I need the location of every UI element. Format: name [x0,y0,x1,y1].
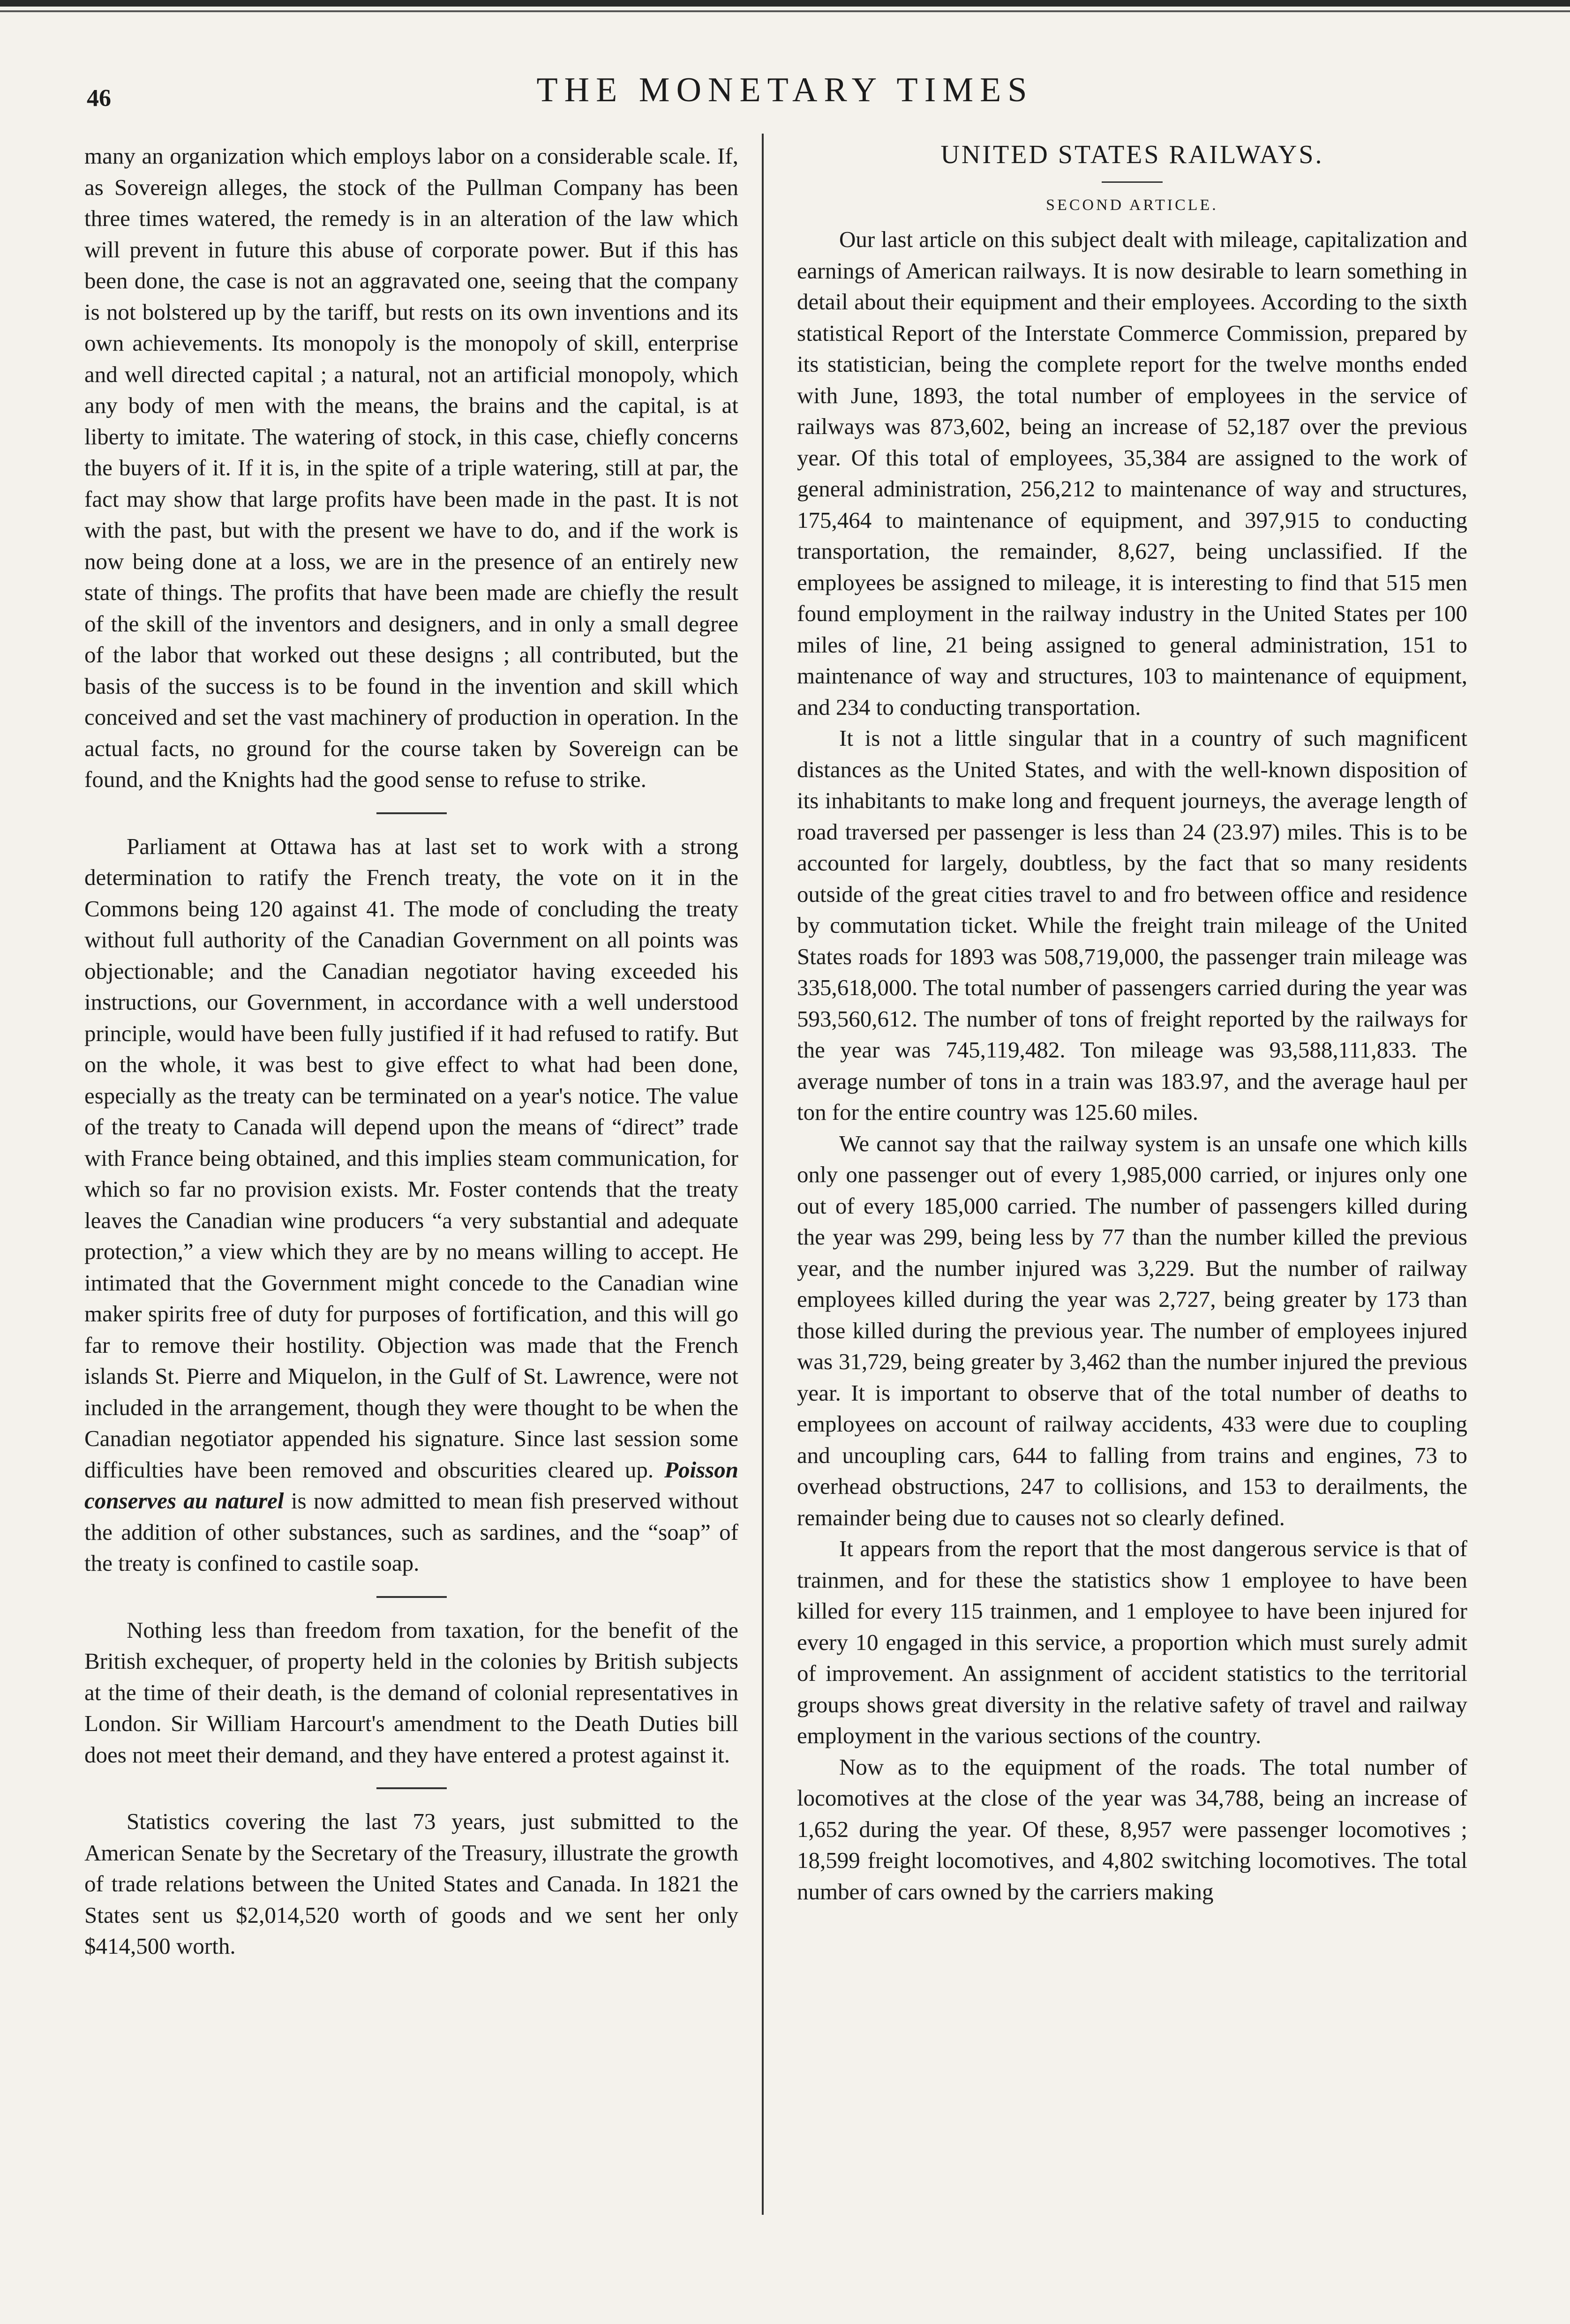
left-paragraph-french-treaty [84,831,738,1579]
column-divider [762,134,764,2215]
section-separator [376,812,447,814]
top-border-rule-secondary [0,10,1570,12]
right-paragraph-employees: Our last article on this subject dealt with mileage, capitalization and earnings of American railways. It is now desirable to learn something in detail about their equipment and their employees. According to the sixth statistical Report of the Interstate Commerce Commission, prepared by its statistician, being the complete report for the twelve months ended with June, 1893, the total number of employees in the service of railways was 873,602, being an increase of 52,187 over the previous year. Of this total of employees, 35,384 are assigned to the work of general administration, 256,212 to maintenance of way and structures, 175,464 to maintenance of equipment, and 397,915 to conducting transportation, the remainder, 8,627, being unclassified. If the employees be assigned to mileage, it is interesting to find that 515 men found employment in the railway industry in the United States per 100 miles of line, 21 being assigned to general administration, 151 to maintenance of way and structures, 103 to maintenance of equipment, and 234 to conducting transportation. [797,226,1467,720]
treaty-text-before: Parliament at Ottawa has at last set to work with a strong determination to ratify the French treaty, the vote on it in the Commons being 120 against 41. The mode of concluding the treaty without full authority of the Canadian Government on all points was objectionable; and the Canadian negotiator having exceeded his instructions, our Government, in accordance with a well understood principle, would have been fully justified if it had refused to ratify. But on the whole, it was best to give effect to what had been done, especially as the treaty can be terminated on a year's notice. The value of the treaty to Canada will depend upon the means of “direct” trade with France being obtained, and this implies steam communication, for which so far no provision exists. Mr. Foster contends that the treaty leaves the Canadian wine producers “a very substantial and adequate protection,” a view which they are by no means willing to accept. He intimated that the Government might concede to the Canadian wine maker spirits free of duty for purposes of fortification, and this will go far to remove their hostility. Objection was made that the French islands St. Pierre and Miquelon, in the Gulf of St. Lawrence, were not included in the arrangement, though they were thought to be when the Canadian negotiator appended his signature. Since last session some difficulties have been removed and obscurities cleared up. [84,833,738,1483]
page-number: 46 [87,85,111,112]
right-paragraph-trainmen: It appears from the report that the most dangerous service is that of trainmen, and for these the statistics show 1 employee to have been killed for every 115 trainmen, and 1 employee to have been injured for every 10 engaged in this service, a proportion which must surely admit of improvement. An assignment of accident statistics to the territorial groups shows great diversity in the relative safety of travel and railway employment in the various sections of the country. [797,1536,1467,1748]
right-paragraph-safety: We cannot say that the railway system is an unsafe one which kills only one passenger out of every 1,985,000 carried, or injures only one out of every 185,000 carried. The number of passengers killed during the year was 299, being less by 77 than the number killed the previous year, and the number injured was 3,229. But the number of railway employees killed during the year was 2,727, being greater by 173 than those killed during the previous year. The number of employees injured was 31,729, being greater by 3,462 than the number injured the previous year. It is important to observe that of the total number of deaths to employees on account of railway accidents, 433 were due to coupling and uncoupling cars, 644 to falling from trains and engines, 73 to overhead obstructions, 247 to collisions, and 153 to derailments, the remainder being due to causes not so clearly defined. [797,1130,1467,1530]
title-separator [1102,181,1163,183]
left-paragraph-death-duties: Nothing less than freedom from taxation, for the benefit of the British exchequer, of property held in the colonies by British subjects at the time of their death, is the demand of colonial representatives in London. Sir William Harcourt's amendment to the Death Duties bill does not meet their demand, and they have entered a protest against it. [84,1617,738,1768]
right-column [797,138,1467,1907]
treaty-italic-phrase: Poisson conserves au naturel [84,1456,739,1514]
section-separator [376,1596,447,1598]
article-subtitle: SECOND ARTICLE. [1046,196,1218,214]
section-separator [376,1787,447,1789]
treaty-text-after: is now admitted to mean fish preserved without the addition of other substances, such as sardines, and the “soap” of the treaty is confined to castile soap. [84,1488,738,1576]
left-paragraph-pullman: many an organization which employs labor on a considerable scale. If, as Sovereign alleges, the stock of the Pullman Company has been three times watered, the remedy is in an alteration of the law which will prevent in future this abuse of corporate power. But if this has been done, the case is not an aggravated one, seeing that the company is not bolstered up by the tariff, but rests on its own inventions and its own achievements. Its monopoly is the monopoly of skill, enterprise and well directed capital ; a natural, not an artificial monopoly, which any body of men with the means, the brains and the capital, is at liberty to imitate. The watering of stock, in this case, chiefly concerns the buyers of it. If it is, in the spite of a triple watering, still at par, the fact may show that large profits have been made in the past. It is not with the past, but with the present we have to do, and if the work is now being done at a loss, we are in the presence of an entirely new state of things. The profits that have been made are chiefly the result of the skill of the inventors and designers, and in only a small degree of the labor that worked out these designs ; all contributed, but the basis of the success is to be found in the invention and skill which conceived and set the vast machinery of production in operation. In the actual facts, no ground for the course taken by Sovereign can be found, and the Knights had the good sense to refuse to strike. [84,143,738,792]
masthead-title: THE MONETARY TIMES [536,71,1034,109]
article-title: UNITED STATES RAILWAYS. [940,140,1324,169]
right-paragraph-equipment: Now as to the equipment of the roads. The total number of locomotives at the close of the year was 34,788, being an increase of 1,652 during the year. Of these, 8,957 were passenger locomotives ; 18,599 freight locomotives, and 4,802 switching locomotives. The total number of cars owned by the carriers making [797,1754,1467,1904]
top-border-rule [0,0,1570,7]
right-paragraph-passengers: It is not a little singular that in a country of such magnificent distances as the United States, and with the well-known disposition of its inhabitants to make long and frequent journeys, the average length of road traversed per passenger is less than 24 (23.97) miles. This is to be accounted for largely, doubtless, by the fact that so many residents outside of the great cities travel to and fro between office and residence by commutation ticket. While the freight train mileage of the United States roads for 1893 was 508,719,000, the passenger train mileage was 335,618,000. The total number of passengers carried during the year was 593,560,612. The number of tons of freight reported by the railways for the year was 745,119,482. Ton mileage was 93,588,111,833. The average number of tons in a train was 183.97, and the average haul per ton for the entire country was 125.60 miles. [797,725,1467,1125]
left-column [84,141,738,1962]
left-paragraph-trade-statistics: Statistics covering the last 73 years, just submitted to the American Senate by the Secretary of the Treasury, illustrate the growth of trade relations between the United States and Canada. In 1821 the States sent us $2,014,520 worth of goods and we sent her only $414,500 worth. [84,1808,738,1959]
